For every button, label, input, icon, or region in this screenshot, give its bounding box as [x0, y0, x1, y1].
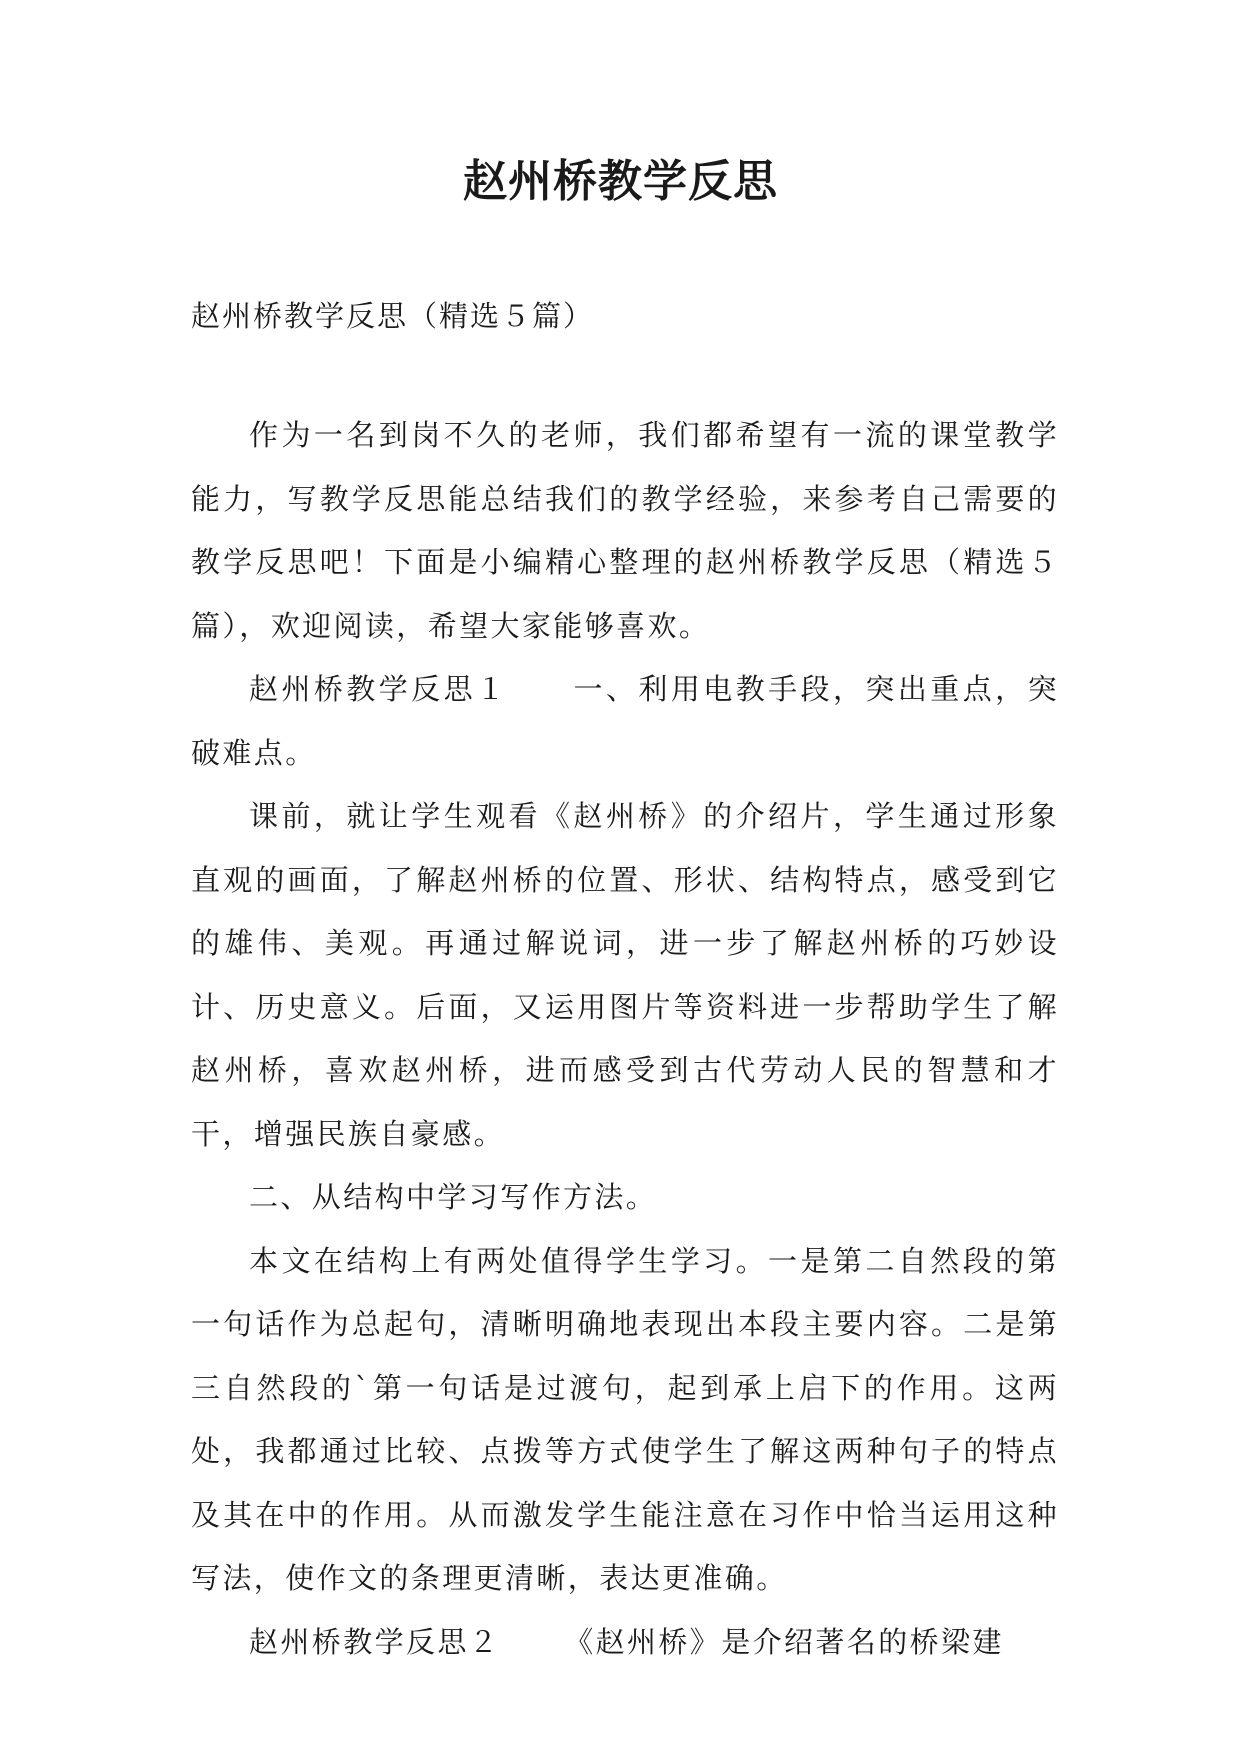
document-subtitle: 赵州桥教学反思（精选５篇） [191, 299, 595, 333]
body-paragraph: 课前，就让学生观看《赵州桥》的介绍片，学生通过形象直观的画面，了解赵州桥的位置、形状、结构特点，感受到它的雄伟、美观。再通过解说词，进一步了解赵州桥的巧妙设计、历史意义。后面，又运用图片等资料进一步帮助学生了解赵州桥，喜欢赵州桥，进而感受到古代劳动人民的智慧和才干，增强民族自豪感。 [191, 799, 1059, 1151]
document-body [191, 404, 1059, 1674]
subheading-paragraph: 二、从结构中学习写作方法。 [249, 1180, 658, 1214]
document-title: 赵州桥教学反思 [463, 156, 778, 207]
section-2-text: 《赵州桥》是介绍著名的桥梁建 [564, 1624, 1004, 1659]
body-paragraph: 本文在结构上有两处值得学生学习。一是第二自然段的第一句话作为总起句，清晰明确地表现出本段主要内容。二是第三自然段的`第一句话是过渡句，起到承上启下的作用。这两处，我都通过比较、点拨等方式使学生了解这两种句子的特点及其在中的作用。从而激发学生能注意在习作中恰当运用这种写法，使作文的条理更清晰，表达更准确。 [191, 1243, 1059, 1595]
section-2-heading: 赵州桥教学反思２ [249, 1624, 501, 1659]
section-1-heading: 赵州桥教学反思１ [249, 672, 509, 706]
section-2-paragraph [191, 1611, 1059, 1675]
section-1-text: 一、利用电教手段，突出重点，突破难点。 [191, 672, 1059, 770]
intro-paragraph: 作为一名到岗不久的老师，我们都希望有一流的课堂教学能力，写教学反思能总结我们的教学经验，来参考自己需要的教学反思吧！下面是小编精心整理的赵州桥教学反思（精选５篇），欢迎阅读，希望大家能够喜欢。 [191, 418, 1059, 643]
section-1-paragraph [191, 658, 1059, 785]
